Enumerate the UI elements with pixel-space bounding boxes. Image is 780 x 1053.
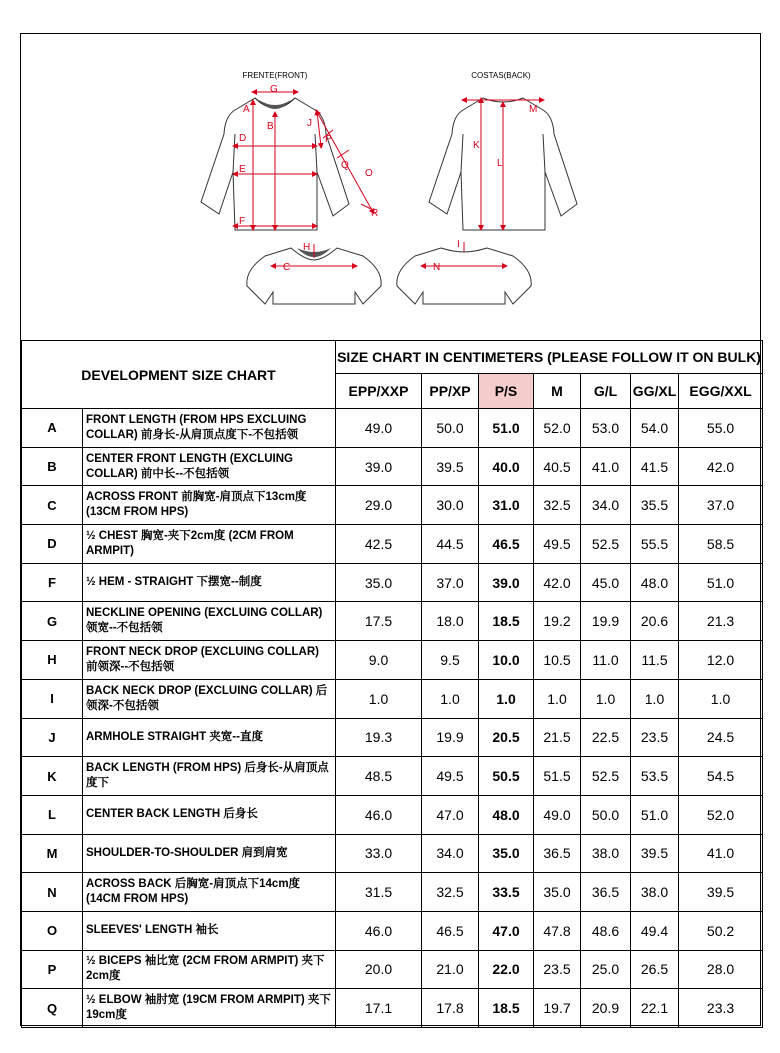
- size-value: 46.5: [479, 525, 534, 564]
- size-value: 38.0: [581, 834, 631, 873]
- size-value: 23.5: [534, 950, 581, 989]
- size-value: 58.5: [679, 525, 763, 564]
- table-row: [22, 834, 763, 873]
- letter-r: R: [371, 208, 379, 219]
- measurement-description: ARMHOLE STRAIGHT 夹宽--直度: [83, 718, 336, 757]
- letter-c: C: [283, 262, 291, 273]
- front-view-title: FRENTE(FRONT): [242, 71, 308, 80]
- size-value: 1.0: [422, 679, 479, 718]
- size-value: 17.8: [422, 989, 479, 1028]
- size-value: 22.5: [581, 718, 631, 757]
- size-value: 46.0: [336, 911, 422, 950]
- measurement-code: A: [22, 409, 83, 448]
- size-value: 39.0: [336, 447, 422, 486]
- size-value: 22.1: [631, 989, 679, 1028]
- measurement-code: H: [22, 641, 83, 680]
- back-view-title: COSTAS(BACK): [471, 71, 531, 80]
- measurement-description: FRONT NECK DROP (EXCLUING COLLAR) 前领深--不包括领: [83, 641, 336, 680]
- size-header-g-l: G/L: [581, 374, 631, 409]
- table-row: [22, 795, 763, 834]
- table-row: [22, 911, 763, 950]
- size-value: 19.9: [581, 602, 631, 641]
- letter-o: O: [365, 168, 373, 179]
- size-value: 45.0: [581, 563, 631, 602]
- size-value: 41.0: [581, 447, 631, 486]
- size-value: 10.5: [534, 641, 581, 680]
- letter-h: H: [303, 242, 311, 253]
- size-value: 48.5: [336, 757, 422, 796]
- size-value: 49.4: [631, 911, 679, 950]
- size-value: 37.0: [422, 563, 479, 602]
- size-value: 51.0: [631, 795, 679, 834]
- measurement-description: NECKLINE OPENING (EXCLUING COLLAR) 领宽--不包括领: [83, 602, 336, 641]
- size-value: 11.0: [581, 641, 631, 680]
- measurement-description: ACROSS BACK 后胸宽-肩顶点下14cm度 (14CM FROM HPS): [83, 873, 336, 912]
- size-value: 9.0: [336, 641, 422, 680]
- letter-k: K: [473, 140, 480, 151]
- size-value: 51.0: [679, 563, 763, 602]
- table-row: [22, 641, 763, 680]
- letter-i: I: [457, 239, 460, 250]
- size-value: 52.0: [534, 409, 581, 448]
- measurement-code: J: [22, 718, 83, 757]
- measurement-description: ½ ELBOW 袖肘宽 (19CM FROM ARMPIT) 夹下19cm度: [83, 989, 336, 1028]
- size-value: 39.5: [631, 834, 679, 873]
- size-value: 20.9: [581, 989, 631, 1028]
- measurement-description: CENTER BACK LENGTH 后身长: [83, 795, 336, 834]
- measurement-code: Q: [22, 989, 83, 1028]
- measurement-description: SLEEVES' LENGTH 袖长: [83, 911, 336, 950]
- letter-j: J: [307, 118, 312, 129]
- size-value: 1.0: [679, 679, 763, 718]
- size-value: 41.0: [679, 834, 763, 873]
- garment-diagram: [21, 34, 760, 341]
- letter-b: B: [267, 121, 274, 132]
- size-value: 35.5: [631, 486, 679, 525]
- measurement-description: BACK LENGTH (FROM HPS) 后身长-从肩顶点度下: [83, 757, 336, 796]
- size-value: 31.5: [336, 873, 422, 912]
- table-row: [22, 525, 763, 564]
- measurement-code: G: [22, 602, 83, 641]
- measurement-code: C: [22, 486, 83, 525]
- measurement-code: N: [22, 873, 83, 912]
- size-value: 21.3: [679, 602, 763, 641]
- measurement-description: ½ CHEST 胸宽-夹下2cm度 (2CM FROM ARMPIT): [83, 525, 336, 564]
- size-value: 46.5: [422, 911, 479, 950]
- size-value: 39.5: [679, 873, 763, 912]
- size-value: 51.0: [479, 409, 534, 448]
- measurement-description: SHOULDER-TO-SHOULDER 肩到肩宽: [83, 834, 336, 873]
- size-value: 40.0: [479, 447, 534, 486]
- size-value: 20.6: [631, 602, 679, 641]
- measurement-code: B: [22, 447, 83, 486]
- size-value: 33.5: [479, 873, 534, 912]
- table-row: [22, 447, 763, 486]
- size-value: 42.0: [534, 563, 581, 602]
- table-row: [22, 989, 763, 1028]
- size-value: 22.0: [479, 950, 534, 989]
- size-value: 48.0: [479, 795, 534, 834]
- size-value: 46.0: [336, 795, 422, 834]
- measurement-description: ½ BICEPS 袖比宽 (2CM FROM ARMPIT) 夹下2cm度: [83, 950, 336, 989]
- size-value: 26.5: [631, 950, 679, 989]
- size-value: 18.5: [479, 989, 534, 1028]
- size-value: 53.0: [581, 409, 631, 448]
- size-value: 52.5: [581, 525, 631, 564]
- size-value: 52.5: [581, 757, 631, 796]
- size-value: 35.0: [534, 873, 581, 912]
- size-value: 49.0: [534, 795, 581, 834]
- size-value: 23.3: [679, 989, 763, 1028]
- size-header-egg-xxl: EGG/XXL: [679, 374, 763, 409]
- letter-m: M: [529, 104, 538, 115]
- size-header-m: M: [534, 374, 581, 409]
- size-value: 47.0: [422, 795, 479, 834]
- size-spec-sheet: [20, 33, 761, 1026]
- size-value: 1.0: [631, 679, 679, 718]
- size-value: 49.0: [336, 409, 422, 448]
- centimeters-header: SIZE CHART IN CENTIMETERS (PLEASE FOLLOW IT ON BULK): [336, 341, 763, 374]
- size-value: 19.7: [534, 989, 581, 1028]
- measurement-description: BACK NECK DROP (EXCLUING COLLAR) 后领深-不包括领: [83, 679, 336, 718]
- size-header-pp-xp: PP/XP: [422, 374, 479, 409]
- size-value: 32.5: [534, 486, 581, 525]
- size-value: 19.2: [534, 602, 581, 641]
- size-value: 18.5: [479, 602, 534, 641]
- measurement-code: L: [22, 795, 83, 834]
- back-detail-outline: [397, 248, 531, 304]
- size-value: 55.0: [679, 409, 763, 448]
- table-row: [22, 757, 763, 796]
- size-value: 37.0: [679, 486, 763, 525]
- size-value: 23.5: [631, 718, 679, 757]
- size-value: 47.8: [534, 911, 581, 950]
- size-chart-table: [21, 340, 763, 1028]
- size-value: 50.2: [679, 911, 763, 950]
- letter-f: F: [239, 216, 246, 227]
- size-header-gg-xl: GG/XL: [631, 374, 679, 409]
- measurement-code: O: [22, 911, 83, 950]
- size-value: 49.5: [422, 757, 479, 796]
- size-value: 11.5: [631, 641, 679, 680]
- size-value: 32.5: [422, 873, 479, 912]
- size-value: 31.0: [479, 486, 534, 525]
- front-neckband: [259, 100, 291, 109]
- size-value: 34.0: [581, 486, 631, 525]
- measurement-code: D: [22, 525, 83, 564]
- table-row: [22, 486, 763, 525]
- size-value: 49.5: [534, 525, 581, 564]
- size-value: 35.0: [479, 834, 534, 873]
- size-value: 24.5: [679, 718, 763, 757]
- measurement-code: F: [22, 563, 83, 602]
- size-value: 1.0: [336, 679, 422, 718]
- letter-n: N: [433, 262, 441, 273]
- size-value: 1.0: [581, 679, 631, 718]
- size-value: 18.0: [422, 602, 479, 641]
- size-value: 54.5: [679, 757, 763, 796]
- size-value: 52.0: [679, 795, 763, 834]
- size-value: 1.0: [479, 679, 534, 718]
- letter-a: A: [243, 104, 250, 115]
- size-value: 36.5: [581, 873, 631, 912]
- size-value: 12.0: [679, 641, 763, 680]
- size-value: 25.0: [581, 950, 631, 989]
- table-row: [22, 602, 763, 641]
- letter-g: G: [270, 84, 278, 95]
- size-value: 38.0: [631, 873, 679, 912]
- table-row: [22, 563, 763, 602]
- size-value: 41.5: [631, 447, 679, 486]
- measurement-code: M: [22, 834, 83, 873]
- size-value: 10.0: [479, 641, 534, 680]
- table-row: [22, 409, 763, 448]
- size-value: 40.5: [534, 447, 581, 486]
- letter-q: Q: [341, 160, 349, 171]
- size-header-epp-xxp: EPP/XXP: [336, 374, 422, 409]
- size-value: 47.0: [479, 911, 534, 950]
- size-value: 20.5: [479, 718, 534, 757]
- size-value: 9.5: [422, 641, 479, 680]
- measurement-code: I: [22, 679, 83, 718]
- size-value: 19.9: [422, 718, 479, 757]
- measurement-code: K: [22, 757, 83, 796]
- size-value: 39.5: [422, 447, 479, 486]
- size-value: 53.5: [631, 757, 679, 796]
- table-row: [22, 679, 763, 718]
- size-value: 17.5: [336, 602, 422, 641]
- letter-p: P: [325, 134, 332, 145]
- table-row: [22, 950, 763, 989]
- size-header-p-s: P/S: [479, 374, 534, 409]
- measurement-code: P: [22, 950, 83, 989]
- letter-l: L: [497, 158, 503, 169]
- size-value: 34.0: [422, 834, 479, 873]
- development-size-chart-title: DEVELOPMENT SIZE CHART: [22, 341, 336, 409]
- size-value: 50.5: [479, 757, 534, 796]
- size-value: 54.0: [631, 409, 679, 448]
- size-value: 39.0: [479, 563, 534, 602]
- letter-e: E: [239, 164, 246, 175]
- size-value: 21.5: [534, 718, 581, 757]
- size-value: 19.3: [336, 718, 422, 757]
- size-value: 21.0: [422, 950, 479, 989]
- size-value: 42.5: [336, 525, 422, 564]
- size-value: 1.0: [534, 679, 581, 718]
- size-value: 48.0: [631, 563, 679, 602]
- size-value: 55.5: [631, 525, 679, 564]
- size-value: 35.0: [336, 563, 422, 602]
- size-value: 44.5: [422, 525, 479, 564]
- size-value: 36.5: [534, 834, 581, 873]
- size-value: 50.0: [422, 409, 479, 448]
- size-value: 17.1: [336, 989, 422, 1028]
- size-value: 50.0: [581, 795, 631, 834]
- size-value: 30.0: [422, 486, 479, 525]
- measurement-description: ½ HEM - STRAIGHT 下摆宽--制度: [83, 563, 336, 602]
- letter-d: D: [239, 133, 247, 144]
- size-value: 28.0: [679, 950, 763, 989]
- measurement-description: CENTER FRONT LENGTH (EXCLUING COLLAR) 前中长--不包括领: [83, 447, 336, 486]
- measurement-description: FRONT LENGTH (FROM HPS EXCLUING COLLAR) 前身长-从肩顶点度下-不包括领: [83, 409, 336, 448]
- size-value: 51.5: [534, 757, 581, 796]
- garment-sketch: [21, 34, 760, 341]
- size-value: 29.0: [336, 486, 422, 525]
- size-value: 20.0: [336, 950, 422, 989]
- size-value: 48.6: [581, 911, 631, 950]
- size-value: 42.0: [679, 447, 763, 486]
- size-value: 33.0: [336, 834, 422, 873]
- table-row: [22, 718, 763, 757]
- measurement-description: ACROSS FRONT 前胸宽-肩顶点下13cm度 (13CM FROM HPS): [83, 486, 336, 525]
- table-row: [22, 873, 763, 912]
